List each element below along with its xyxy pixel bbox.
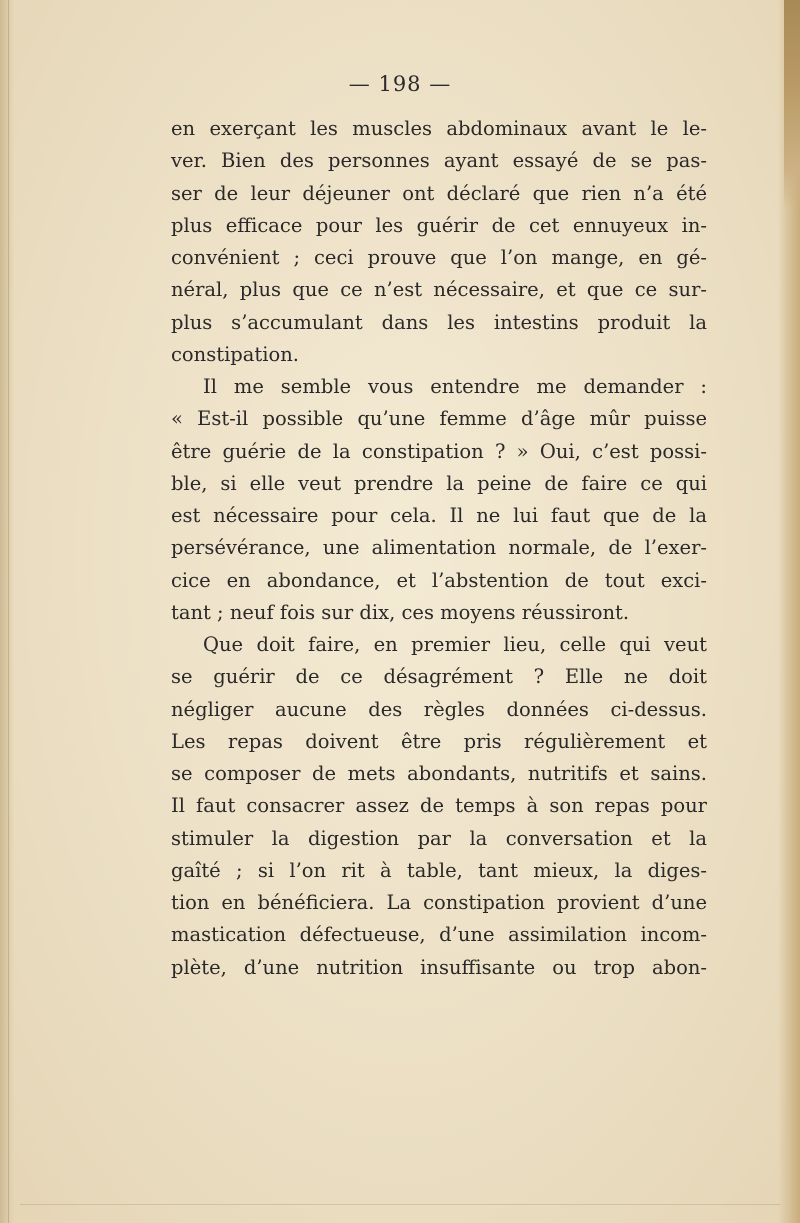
text-line: « Est-il possible qu’une femme d’âge mûr puisse: [171, 407, 707, 431]
body-text: [171, 113, 707, 984]
text-line: ble, si elle veut prendre la peine de faire ce qui: [171, 471, 707, 495]
text-line: plus efficace pour les guérir de cet ennuyeux in-: [171, 213, 707, 237]
text-line: Que doit faire, en premier lieu, celle qui veut: [203, 633, 707, 656]
text-line: tion en bénéficiera. La constipation provient d’une: [171, 891, 707, 914]
page-right-tab: [784, 0, 800, 210]
text-line: ver. Bien des personnes ayant essayé de se pas-: [171, 149, 707, 173]
text-line: constipation.: [171, 342, 299, 366]
text-line: mastication défectueuse, d’une assimilation incom-: [171, 923, 707, 947]
text-line: Les repas doivent être pris régulièrement et: [171, 729, 707, 753]
text-line: persévérance, une alimentation normale, de l’exer-: [171, 536, 707, 560]
text-line: tant ; neuf fois sur dix, ces moyens réussiront.: [171, 600, 630, 624]
text-line: gaîté ; si l’on rit à table, tant mieux, la diges-: [171, 858, 707, 882]
text-line: se guérir de ce désagrément ? Elle ne doit: [171, 665, 707, 689]
text-line: en exerçant les muscles abdominaux avant le le-: [171, 117, 707, 140]
text-line: Il me semble vous entendre me demander :: [203, 375, 707, 398]
text-line: convénient ; ceci prouve que l’on mange, en gé-: [171, 246, 707, 269]
page-bottom-line: [20, 1204, 780, 1205]
text-line: se composer de mets abondants, nutritifs et sains.: [171, 762, 707, 785]
text-line: négliger aucune des règles données ci-dessus.: [171, 697, 707, 721]
text-line: ser de leur déjeuner ont déclaré que rien n’a été: [171, 181, 707, 205]
page-edge-line: [8, 0, 9, 1223]
text-line: cice en abondance, et l’abstention de tout exci-: [171, 568, 707, 592]
text-line: est nécessaire pour cela. Il ne lui faut que de la: [171, 504, 707, 527]
text-line: plète, d’une nutrition insuffisante ou trop abon-: [171, 955, 707, 979]
text-line: être guérie de la constipation ? » Oui, c’est possi-: [171, 439, 707, 463]
text-line: Il faut consacrer assez de temps à son repas pour: [171, 794, 707, 818]
text-line: néral, plus que ce n’est nécessaire, et que ce sur-: [171, 278, 707, 302]
page-number: — 198 —: [348, 72, 452, 96]
page-left-edge: [0, 0, 14, 1223]
text-line: plus s’accumulant dans les intestins produit la: [171, 310, 707, 334]
text-line: stimuler la digestion par la conversation et la: [171, 826, 707, 850]
